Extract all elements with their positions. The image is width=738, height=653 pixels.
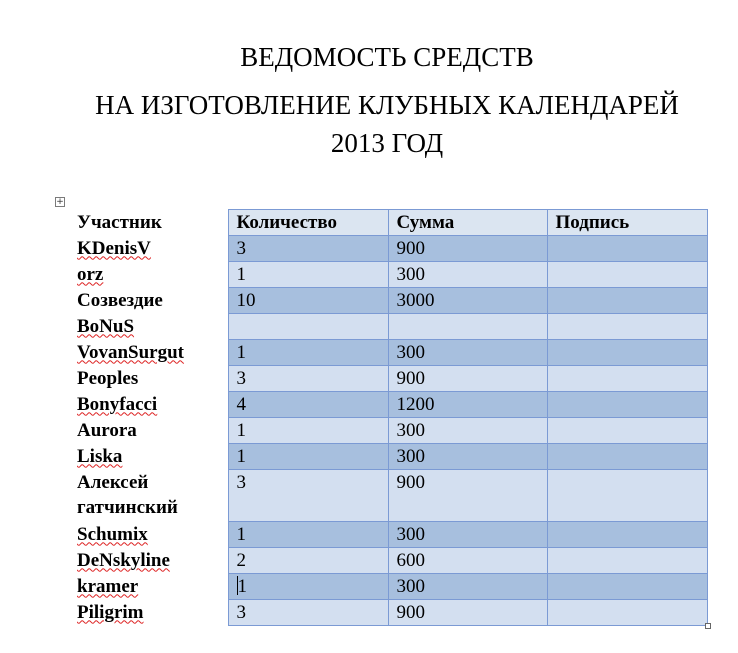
- header-sum: Сумма: [388, 210, 547, 236]
- participant-cell[interactable]: [71, 548, 228, 574]
- sum-cell[interactable]: [388, 470, 547, 522]
- sum-cell-text: 900: [396, 602, 425, 623]
- signature-cell[interactable]: [547, 574, 707, 600]
- signature-cell[interactable]: [547, 418, 707, 444]
- quantity-cell-text: 1: [236, 264, 246, 285]
- quantity-cell[interactable]: [228, 600, 388, 626]
- quantity-cell-text: 3: [236, 472, 246, 493]
- quantity-cell-text: 1: [236, 420, 246, 441]
- participant-cell-text: Созвездие: [77, 289, 163, 311]
- quantity-cell-text: 3: [236, 368, 246, 389]
- quantity-cell-text: 1: [236, 446, 246, 467]
- participant-cell[interactable]: [71, 600, 228, 626]
- signature-cell[interactable]: [547, 262, 707, 288]
- sum-cell-text: 1200: [396, 394, 435, 415]
- signature-cell[interactable]: [547, 314, 707, 340]
- sum-cell[interactable]: [388, 366, 547, 392]
- participant-cell[interactable]: [71, 366, 228, 392]
- quantity-cell[interactable]: [228, 288, 388, 314]
- participant-cell[interactable]: [71, 574, 228, 600]
- sum-cell-text: 900: [396, 472, 425, 493]
- participant-cell[interactable]: [71, 314, 228, 340]
- sum-cell-text: 900: [396, 368, 425, 389]
- participant-cell-text: VovanSurgut: [77, 341, 185, 363]
- sum-cell[interactable]: [388, 314, 547, 340]
- participant-cell-text: Schumix: [77, 523, 148, 545]
- quantity-cell-text: 3: [236, 238, 246, 259]
- participant-cell[interactable]: [71, 340, 228, 366]
- signature-cell[interactable]: [547, 444, 707, 470]
- participant-cell[interactable]: [71, 418, 228, 444]
- sum-cell-text: 300: [396, 576, 425, 597]
- sum-cell[interactable]: [388, 444, 547, 470]
- quantity-cell-text: 1: [236, 342, 246, 363]
- funds-table: [71, 209, 708, 626]
- quantity-cell[interactable]: [228, 574, 388, 600]
- sum-cell[interactable]: [388, 548, 547, 574]
- quantity-cell[interactable]: [228, 314, 388, 340]
- participant-cell[interactable]: [71, 288, 228, 314]
- signature-cell[interactable]: [547, 470, 707, 522]
- quantity-cell[interactable]: [228, 366, 388, 392]
- document-title-line-3: 2013 ГОД: [330, 128, 444, 158]
- signature-cell[interactable]: [547, 600, 707, 626]
- participant-cell-text: Bonyfacci: [77, 393, 158, 415]
- sum-cell-text: 300: [396, 524, 425, 545]
- table-row: [71, 600, 707, 626]
- sum-cell[interactable]: [388, 262, 547, 288]
- participant-cell[interactable]: [71, 444, 228, 470]
- participant-cell-text: BoNuS: [77, 315, 135, 337]
- table-move-icon[interactable]: +: [56, 197, 64, 207]
- quantity-cell[interactable]: [228, 236, 388, 262]
- table-row: [71, 548, 707, 574]
- participant-cell-text: Liska: [77, 445, 123, 467]
- signature-cell[interactable]: [547, 522, 707, 548]
- quantity-cell-text: 3: [236, 602, 246, 623]
- sum-cell-text: 300: [396, 420, 425, 441]
- sum-cell[interactable]: [388, 522, 547, 548]
- quantity-cell-text: 1: [237, 576, 247, 597]
- quantity-cell-text: 10: [236, 290, 256, 311]
- participant-cell[interactable]: [71, 236, 228, 262]
- quantity-cell[interactable]: [228, 444, 388, 470]
- table-row: [71, 340, 707, 366]
- sum-cell[interactable]: [388, 574, 547, 600]
- sum-cell-text: 600: [396, 550, 425, 571]
- table-row: [71, 314, 707, 340]
- sum-cell[interactable]: [388, 418, 547, 444]
- participant-cell[interactable]: [71, 262, 228, 288]
- sum-cell[interactable]: [388, 288, 547, 314]
- table-row: [71, 470, 707, 522]
- document-title-line-1: ВЕДОМОСТЬ СРЕДСТВ: [240, 42, 534, 72]
- quantity-cell[interactable]: [228, 262, 388, 288]
- signature-cell[interactable]: [547, 392, 707, 418]
- sum-cell-text: 900: [396, 238, 425, 259]
- quantity-cell[interactable]: [228, 340, 388, 366]
- quantity-cell[interactable]: [228, 470, 388, 522]
- signature-cell[interactable]: [547, 236, 707, 262]
- signature-cell[interactable]: [547, 288, 707, 314]
- table-row: [71, 444, 707, 470]
- table-header-row: [71, 210, 707, 236]
- quantity-cell-text: 2: [236, 550, 246, 571]
- sum-cell-text: 300: [396, 264, 425, 285]
- sum-cell[interactable]: [388, 236, 547, 262]
- participant-cell[interactable]: [71, 522, 228, 548]
- table-resize-icon[interactable]: [705, 623, 711, 629]
- participant-cell-text: Алексей гатчинский: [77, 471, 178, 518]
- quantity-cell[interactable]: [228, 418, 388, 444]
- sum-cell[interactable]: [388, 392, 547, 418]
- participant-cell-text: Peoples: [77, 367, 139, 389]
- quantity-cell[interactable]: [228, 548, 388, 574]
- table-row: [71, 522, 707, 548]
- sum-cell[interactable]: [388, 600, 547, 626]
- quantity-cell-text: 1: [236, 524, 246, 545]
- document-title-line-2: НА ИЗГОТОВЛЕНИЕ КЛУБНЫХ КАЛЕНДАРЕЙ: [95, 90, 679, 120]
- participant-cell-text: orz: [77, 263, 104, 285]
- table-row: [71, 418, 707, 444]
- participant-cell[interactable]: [71, 470, 228, 522]
- participant-cell-text: KDenisV: [77, 237, 151, 259]
- table-row: [71, 366, 707, 392]
- table-row: [71, 262, 707, 288]
- sum-cell[interactable]: [388, 340, 547, 366]
- sum-cell-text: 3000: [396, 290, 435, 311]
- quantity-cell[interactable]: [228, 522, 388, 548]
- table-row: [71, 392, 707, 418]
- signature-cell[interactable]: [547, 340, 707, 366]
- signature-cell[interactable]: [547, 548, 707, 574]
- participant-cell-text: Piligrim: [77, 601, 144, 623]
- header-participant: Участник: [71, 210, 228, 236]
- quantity-cell[interactable]: [228, 392, 388, 418]
- header-signature: Подпись: [547, 210, 707, 236]
- quantity-cell-text: 4: [236, 394, 246, 415]
- table-row: [71, 574, 707, 600]
- header-quantity: Количество: [228, 210, 388, 236]
- signature-cell[interactable]: [547, 366, 707, 392]
- participant-cell-text: DeNskyline: [77, 549, 170, 571]
- sum-cell-text: 300: [396, 342, 425, 363]
- participant-cell-text: Aurora: [77, 419, 137, 441]
- sum-cell-text: 300: [396, 446, 425, 467]
- table-row: [71, 288, 707, 314]
- participant-cell-text: kramer: [77, 575, 139, 597]
- table-row: [71, 236, 707, 262]
- participant-cell[interactable]: [71, 392, 228, 418]
